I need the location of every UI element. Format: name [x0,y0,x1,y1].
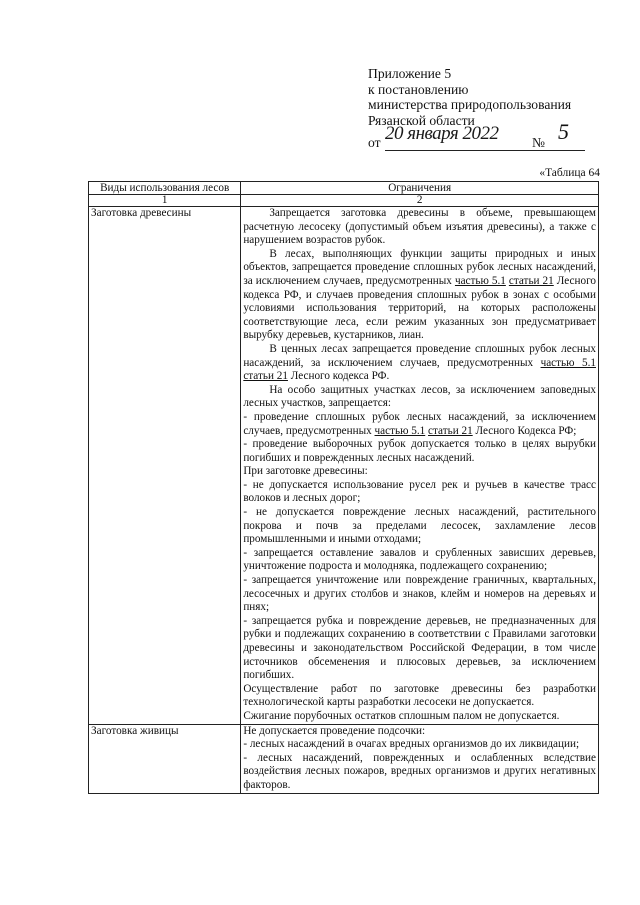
paragraph: - проведение выборочных рубок допускается только в целях вырубки погибших и поврежденных лесных насаждений. [243,438,596,464]
paragraph: - лесных насаждений в очагах вредных организмов до их ликвидации; [243,738,580,751]
paragraph: - запрещается рубка и повреждение деревьев, не предназначенных для рубки и подлежащих сохранению в соответствии с Правилами заготовки древесины и законодательством Российской Федерации, в том числе источников обсеменения и плюсовых деревьев, за исключением погибших. [243,614,596,682]
header-line: министерства природопользования [368,97,572,113]
paragraph: - лесных насаждений, поврежденных и ослабленных вследствие воздействия лесных пожаров, вредных организмов и других негативных факторов. [243,751,596,791]
paragraph: - не допускается использование русел рек и ручьев в качестве трасс волоков и лесных дорог; [243,478,596,505]
column-header: Ограничения [241,182,599,195]
paragraph: В ценных лесах запрещается проведение сплошных рубок лесных насаждений, за исключением случаев, предусмотренных частью 5.1 статьи 21 Лесного кодекса РФ. [243,342,596,383]
table-row [89,207,599,725]
paragraph: Осуществление работ по заготовке древесины без разработки технологической карты разработки лесосеки не допускается. [243,682,596,709]
paragraph: - запрещается уничтожение или повреждение граничных, квартальных, лесосечных и других столбов и знаков, клейм и номеров на деревьях и пнях; [243,574,596,614]
restrictions-cell [241,207,599,725]
paragraph: В лесах, выполняющих функции защиты природных и иных объектов, запрещается проведение сплошных рубок лесных насаждений, за исключением случаев, предусмотренных частью 5.1 статьи 21 Лесного кодекса РФ, и случаев проведения сплошных рубок в зонах с особыми условиями использования территорий, на которых расположены соответствующие леса, если режим указанных зон предусматривает вырубку деревьев, кустарников, лиан. [243,247,596,342]
paragraph: Не допускается проведение подсочки: [243,724,426,737]
handwritten-date: 20 января 2022 [385,123,499,145]
restrictions-cell [241,724,599,793]
paragraph: Запрещается заготовка древесины в объеме, превышающем расчетную лесосеку (допустимый объем изъятия древесины), а также с нарушением возрастов рубок. [243,207,596,247]
column-number: 1 [89,195,241,207]
number-label: № [532,135,545,151]
paragraph: - не допускается повреждение лесных насаждений, растительного покрова и почв за пределами лесосек, захламление лесов промышленными и иными отходами; [243,506,596,546]
header-line: Рязанской области [368,112,475,128]
signature-underline [385,150,585,151]
from-label: от [368,135,381,151]
paragraph: - проведение сплошных рубок лесных насаждений, за исключением случаев, предусмотренных частью 5.1 статьи 21 Лесного Кодекса РФ; [243,410,596,437]
table-row [89,724,599,793]
column-header: Виды использования лесов [89,182,241,195]
header-line: к постановлению [368,81,469,97]
column-number-row [89,195,599,207]
use-type: Заготовка живицы [89,724,241,793]
use-type: Заготовка древесины [89,207,241,725]
paragraph: - запрещается оставление завалов и срубленных зависших деревьев, уничтожение подроста и молодняка, подлежащего сохранению; [243,546,596,573]
column-number: 2 [241,195,599,207]
handwritten-number: 5 [558,119,569,145]
document-header [368,66,571,150]
table-header-row [89,182,599,195]
header-line: Приложение 5 [368,66,452,81]
table-label: «Таблица 64 [539,167,600,179]
restrictions-table [88,181,599,794]
paragraph: При заготовке древесины: [243,465,368,478]
paragraph: Сжигание порубочных остатков сплошным палом не допускается. [243,709,560,722]
paragraph: На особо защитных участках лесов, за исключением заповедных лесных участков, запрещается: [243,383,596,410]
